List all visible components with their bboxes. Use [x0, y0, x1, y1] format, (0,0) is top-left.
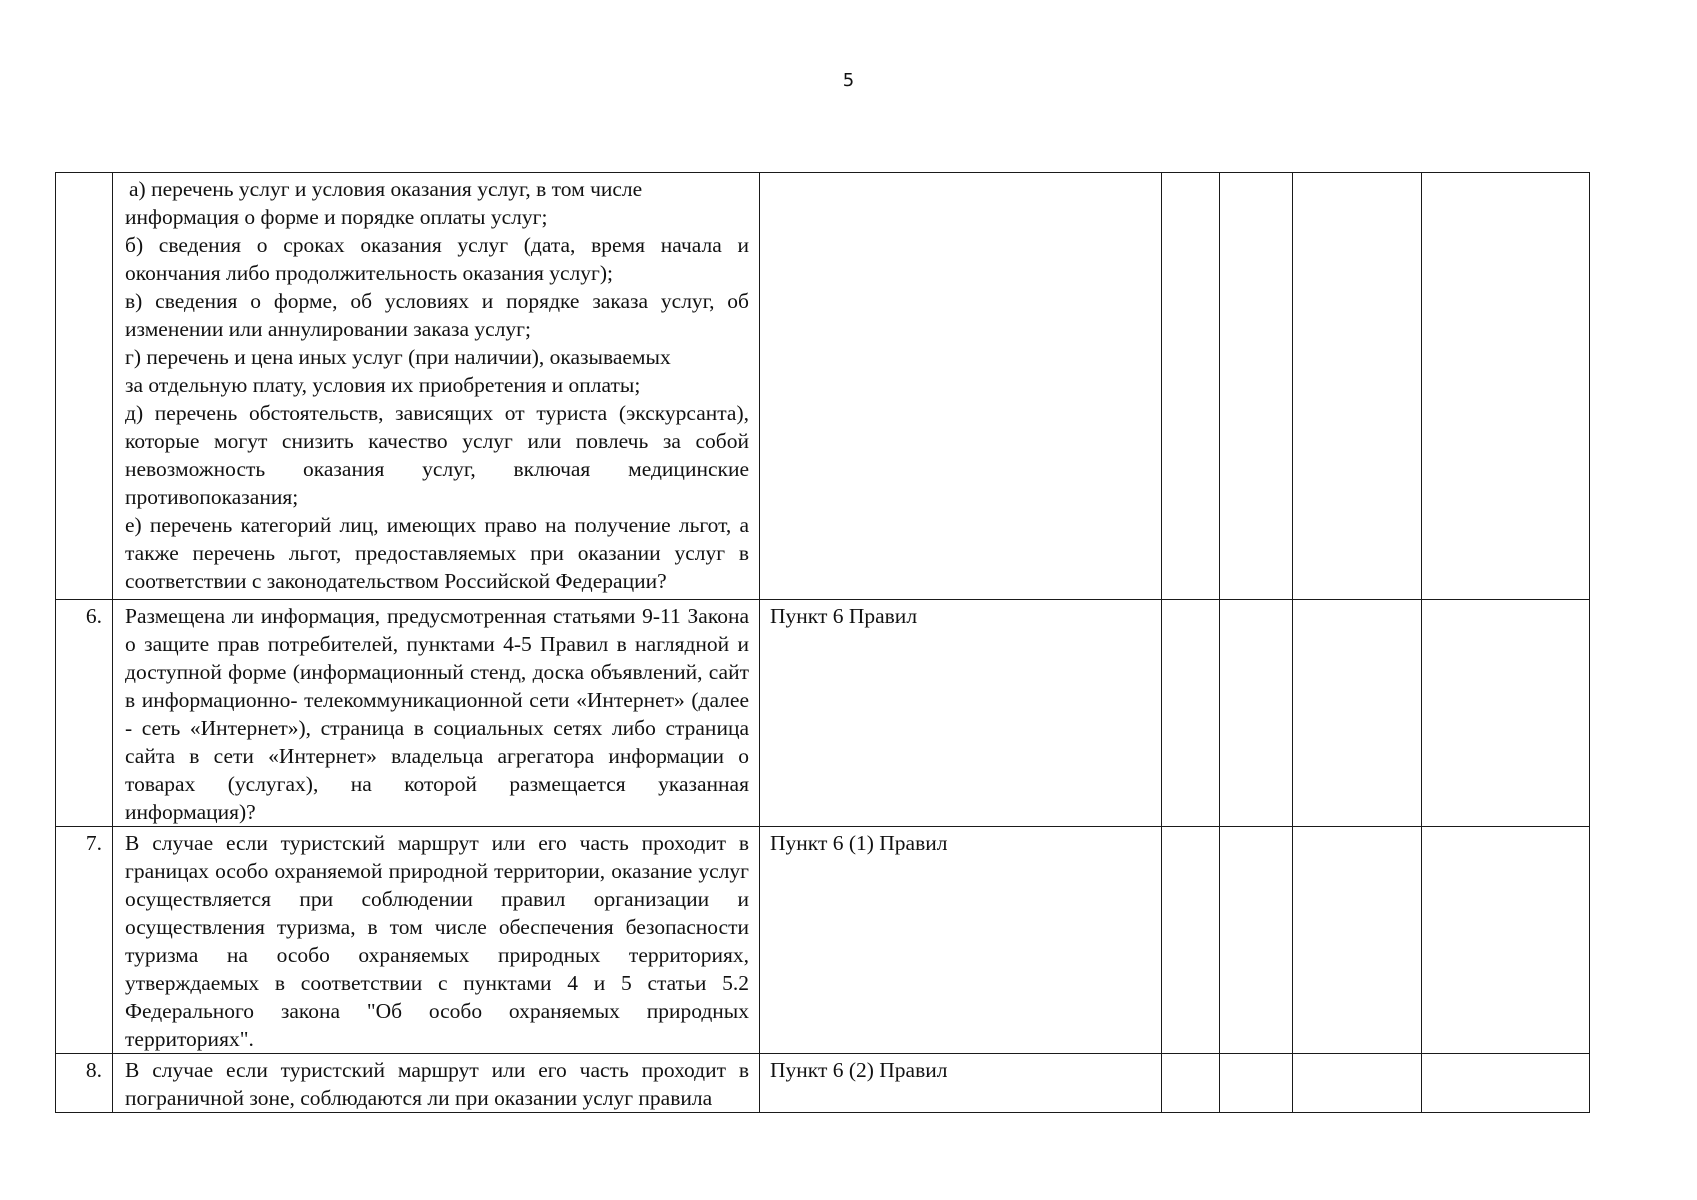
question-paragraph: д) перечень обстоятельств, зависящих от туриста (экскурсанта), которые могут снизить качество услуг или повлечь за собой невозможность оказания услуг, включая медицинские противопоказания;: [125, 401, 749, 509]
empty-cell: [1162, 827, 1220, 1054]
empty-cell: [1162, 600, 1220, 827]
question-paragraph: б) сведения о сроках оказания услуг (дата, время начала и окончания либо продолжительность оказания услуг);: [125, 233, 749, 285]
empty-cell: [1220, 827, 1293, 1054]
question-line: г) перечень и цена иных услуг (при наличии), оказываемых: [125, 345, 671, 369]
empty-cell: [1293, 600, 1422, 827]
empty-cell: [1422, 173, 1590, 600]
empty-cell: [1293, 173, 1422, 600]
row-number: [56, 173, 113, 600]
empty-cell: [1162, 1054, 1220, 1113]
empty-cell: [1293, 827, 1422, 1054]
empty-cell: [1220, 600, 1293, 827]
empty-cell: [1422, 1054, 1590, 1113]
page-number: 5: [842, 70, 855, 91]
question-line: а) перечень услуг и условия оказания услуг, в том числе: [129, 177, 643, 201]
empty-cell: [1162, 173, 1220, 600]
checklist-table: [55, 172, 1590, 1113]
empty-cell: [1293, 1054, 1422, 1113]
row-question: Размещена ли информация, предусмотренная статьями 9-11 Закона о защите прав потребителей, пунктами 4-5 Правил в наглядной и доступной форме (информационный стенд, доска объявлений, сайт в информационно- телекоммуникационной сети «Интернет» (далее - сеть «Интернет»), страница в социальных сетях либо страница сайта в сети «Интернет» владельца агрегатора информации о товарах (услугах), на которой размещается указанная информация)?: [113, 600, 760, 827]
row-question: [113, 173, 760, 600]
row-number: 7.: [56, 827, 113, 1054]
empty-cell: [1220, 173, 1293, 600]
question-paragraph: в) сведения о форме, об условиях и порядке заказа услуг, об изменении или аннулировании заказа услуг;: [125, 289, 749, 341]
table-row: [56, 600, 1590, 827]
row-reference: Пункт 6 (1) Правил: [760, 827, 1162, 1054]
question-paragraph: е) перечень категорий лиц, имеющих право на получение льгот, а также перечень льгот, предоставляемых при оказании услуг в соответствии с законодательством Российской Федерации?: [125, 513, 749, 593]
row-question: В случае если туристский маршрут или его часть проходит в границах особо охраняемой природной территории, оказание услуг осуществляется при соблюдении правил организации и осуществления туризма, в том числе обеспечения безопасности туризма на особо охраняемых природных территориях, утверждаемых в соответствии с пунктами 4 и 5 статьи 5.2 Федерального закона "Об особо охраняемых природных территориях".: [113, 827, 760, 1054]
empty-cell: [1220, 1054, 1293, 1113]
table-row: [56, 173, 1590, 600]
empty-cell: [1422, 600, 1590, 827]
row-question: В случае если туристский маршрут или его часть проходит в пограничной зоне, соблюдаются ли при оказании услуг правила: [113, 1054, 760, 1113]
row-reference: [760, 173, 1162, 600]
empty-cell: [1422, 827, 1590, 1054]
question-line: информация о форме и порядке оплаты услуг;: [125, 205, 548, 229]
row-number: 6.: [56, 600, 113, 827]
table-row: [56, 827, 1590, 1054]
row-reference: Пункт 6 Правил: [760, 600, 1162, 827]
question-line: за отдельную плату, условия их приобретения и оплаты;: [125, 373, 641, 397]
table-row: [56, 1054, 1590, 1113]
row-reference: Пункт 6 (2) Правил: [760, 1054, 1162, 1113]
row-number: 8.: [56, 1054, 113, 1113]
